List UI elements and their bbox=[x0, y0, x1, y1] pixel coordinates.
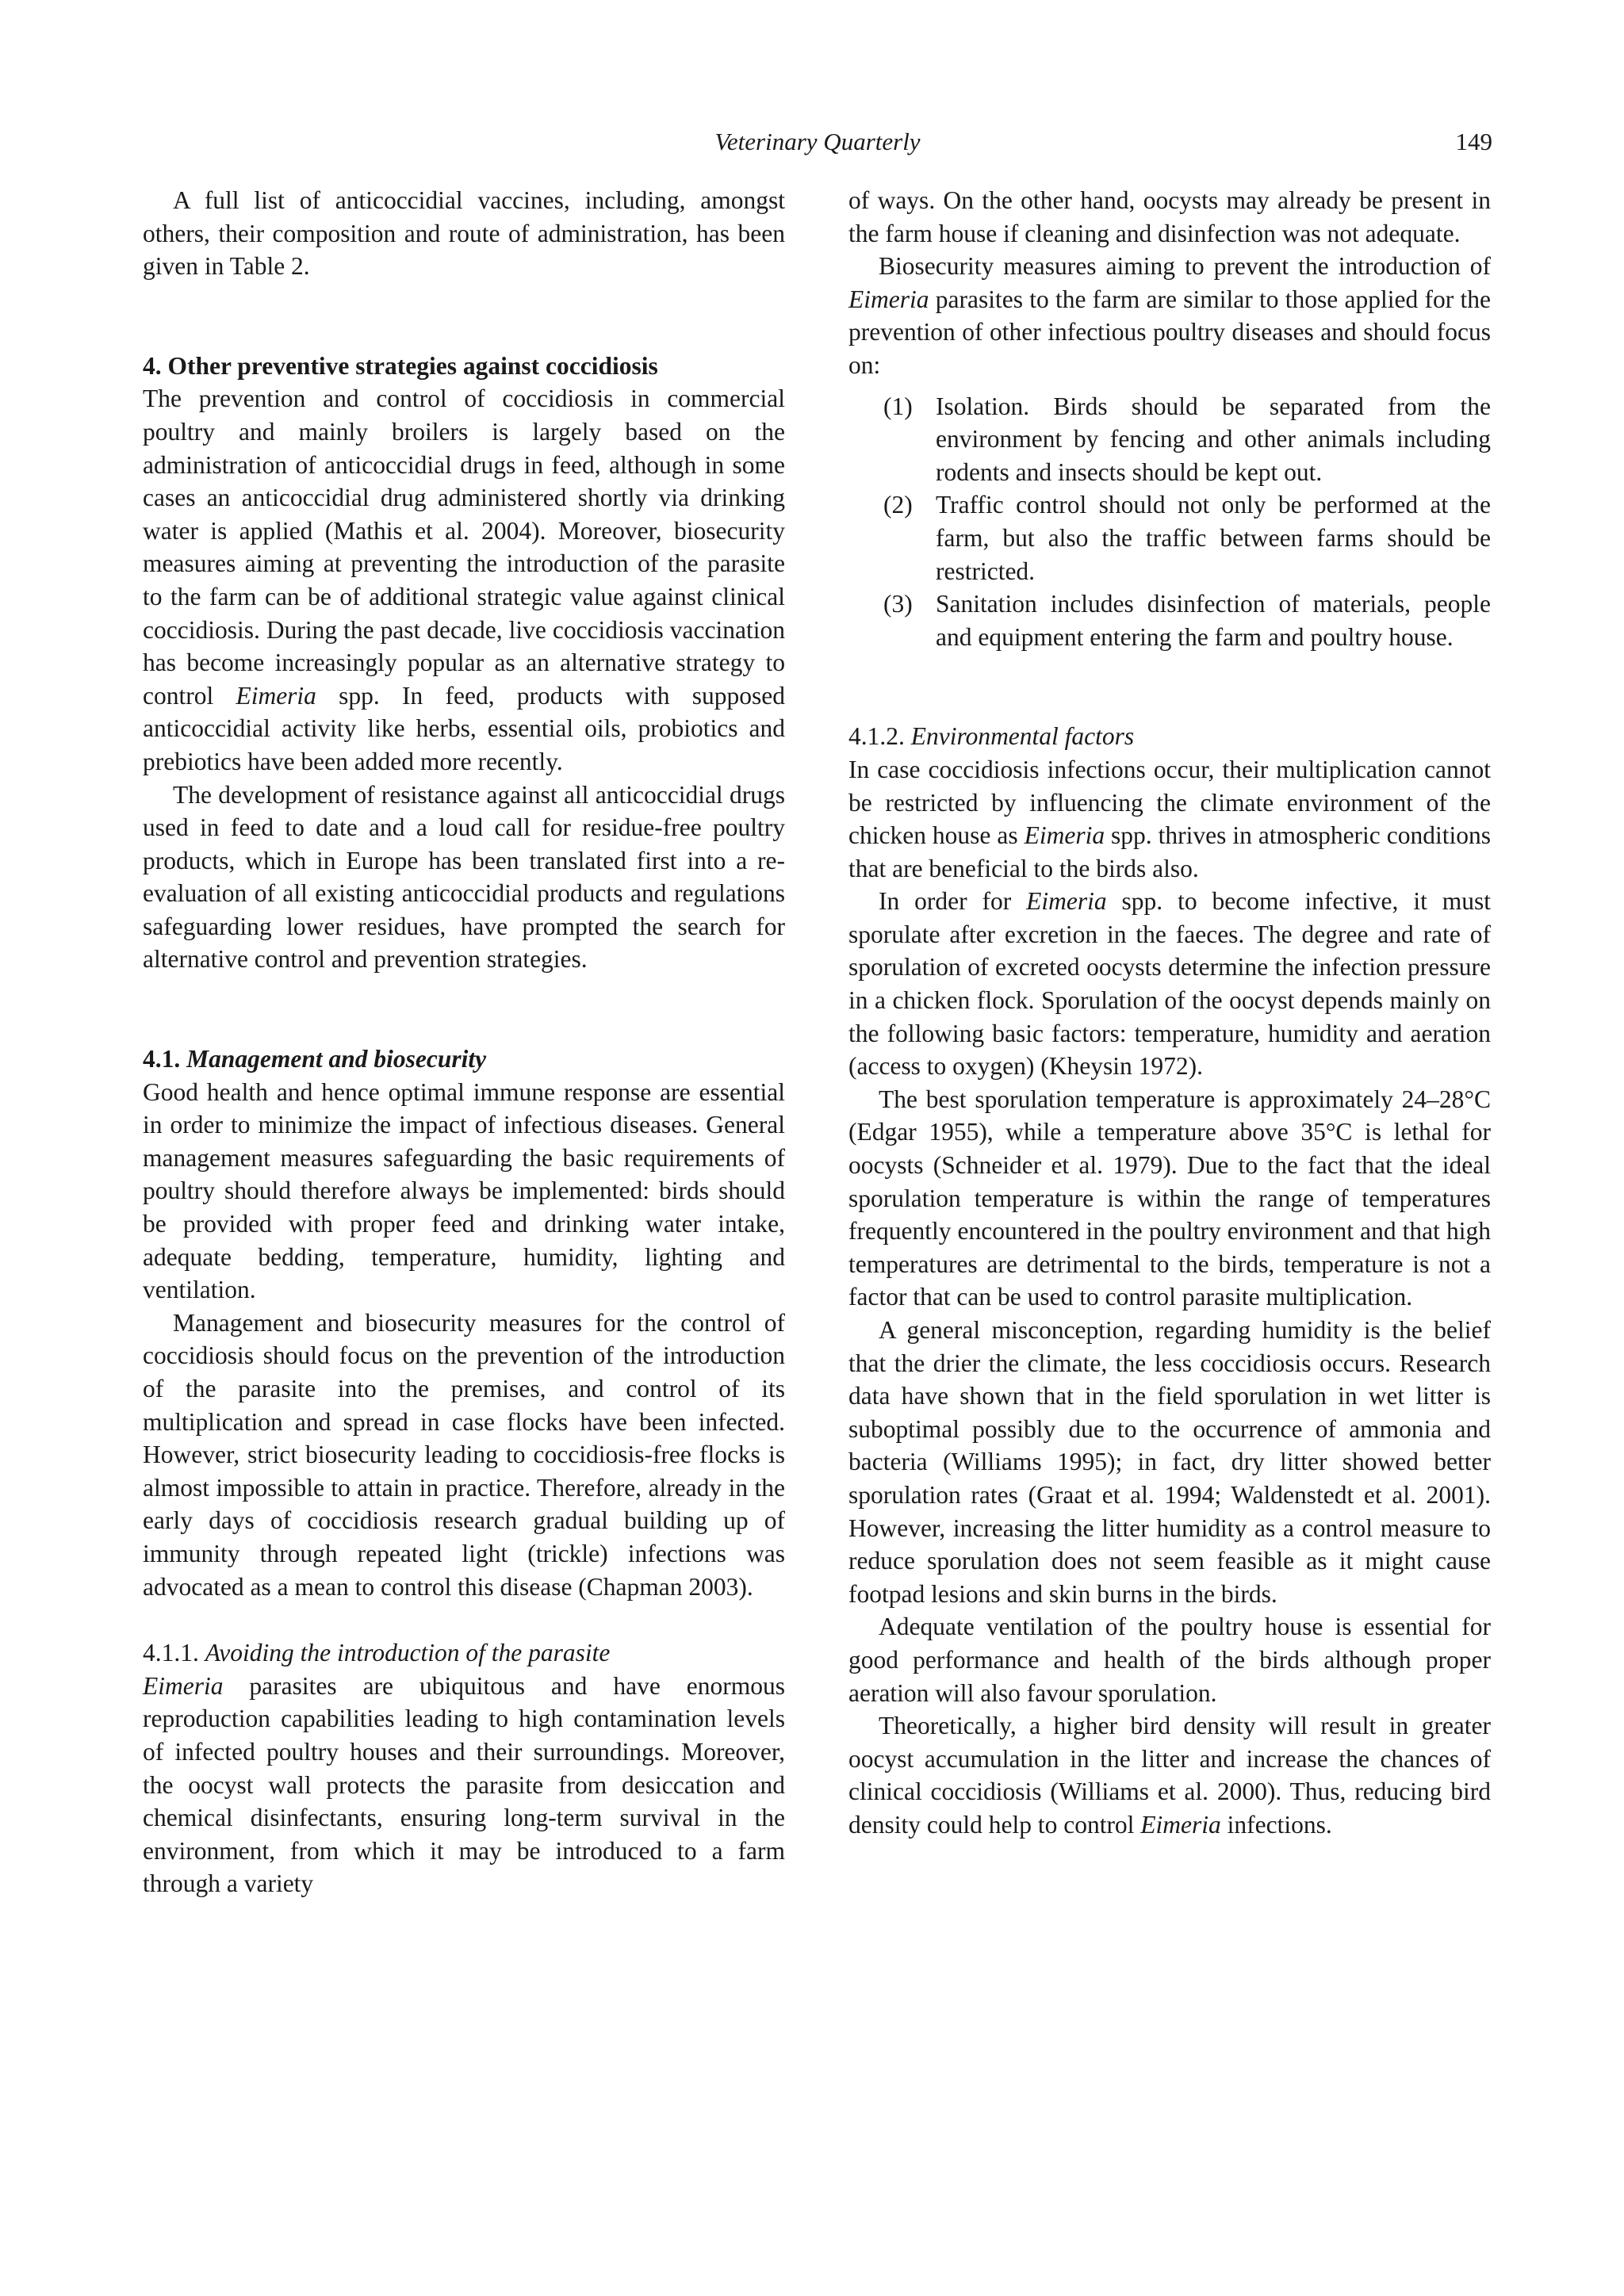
environment-paragraph-5: Adequate ventilation of the poultry house is essential for good performance and health of the birds although proper aeration will also favour sporulation. bbox=[848, 1613, 1491, 1707]
environment-paragraph-2: In order for Eimeria spp. to become infective, it must sporulate after excretion in the faeces. The degree and rate of sporulation of excreted oocysts determine the infection pressure in a chicken flock. Sporulation of the oocyst depends mainly on the following basic factors: temperature, humidity and aeration (access to oxygen) (Kheysin 1972). bbox=[848, 887, 1491, 1081]
section-4-1-heading: 4.1. Management and biosecurity bbox=[143, 1045, 487, 1073]
section-4-1-1-paragraph-1: Eimeria parasites are ubiquitous and have enormous reproduction capabilities leading to high contamination levels of infected poultry houses and their surroundings. Moreover, the oocyst wall protects the parasite from desiccation and chemical disinfectants, ensuring long-term survival in the environment, from which it may be introduced to a farm through a variety bbox=[143, 1671, 785, 1898]
running-head-journal-name: Veterinary Quarterly bbox=[714, 128, 921, 155]
environment-paragraph-4: A general misconception, regarding humidity is the belief that the drier the climate, the less coccidiosis occurs. Research data have shown that in the field sporulation in wet litter is suboptimal possibly due to the occurrence of ammonia and bacteria (Williams 1995); in fact, dry litter showed better sporulation rates (Graat et al. 1994; Waldenstedt et al. 2001). However, increasing the litter humidity as a control measure to reduce sporulation does not seem feasible as it might cause footpad lesions and skin burns in the birds. bbox=[848, 1316, 1491, 1608]
environment-paragraph-6: Theoretically, a higher bird density will result in greater oocyst accumulation in the litter and increase the chances of clinical coccidiosis (Williams et al. 2000). Thus, reducing bird density could help to control Eimeria infections. bbox=[848, 1712, 1491, 1839]
right-column bbox=[848, 184, 1491, 1842]
list-item: (3) Sanitation includes disinfection of materials, people and equipment entering the farm and poultry house. bbox=[883, 590, 1491, 651]
section-4-1-paragraph-1: Good health and hence optimal immune response are essential in order to minimize the impact of infectious diseases. General management measures safeguarding the basic requirements of poultry should therefore always be implemented: birds should be provided with proper feed and drinking water intake, adequate bedding, temperature, humidity, lighting and ventilation. bbox=[143, 1077, 785, 1304]
section-4-1-paragraph-2: Management and biosecurity measures for the control of coccidiosis should focus on the prevention of the introduction of the parasite into the premises, and control of its multiplication and spread in case flocks have been infected. However, strict biosecurity leading to coccidiosis-free flocks is almost impossible to attain in practice. Therefore, already in the early days of coccidiosis research gradual building up of immunity through repeated light (trickle) infections was advocated as a mean to control this disease (Chapman 2003). bbox=[143, 1308, 785, 1601]
environment-paragraph-3: The best sporulation temperature is approximately 24–28°C (Edgar 1955), while a temperature above 35°C is lethal for oocysts (Schneider et al. 1979). Due to the fact that the ideal sporulation temperature is within the range of temperatures frequently encountered in the poultry environment and that high temperatures are detrimental to the birds, temperature is not a factor that can be used to control parasite multiplication. bbox=[848, 1085, 1491, 1311]
biosecurity-paragraph: Biosecurity measures aiming to prevent the introduction of Eimeria parasites to the farm are similar to those applied for the prevention of other infectious poultry diseases and should focus on: bbox=[848, 252, 1491, 379]
biosecurity-measures-list bbox=[848, 390, 1491, 654]
section-4-paragraph-2: The development of resistance against all anticoccidial drugs used in feed to date and a loud call for residue-free poultry products, which in Europe has been translated first into a re-evaluation of all existing anticoccidial products and regulations safeguarding lower residues, have prompted the search for alternative control and prevention strategies. bbox=[143, 780, 785, 974]
section-4-1-2-heading: 4.1.2. Environmental factors bbox=[848, 722, 1135, 751]
page-number: 149 bbox=[1455, 128, 1492, 155]
section-4-1-1-heading: 4.1.1. Avoiding the introduction of the parasite bbox=[143, 1639, 611, 1667]
section-4-paragraph-1: The prevention and control of coccidiosis in commercial poultry and mainly broilers is largely based on the administration of anticoccidial drugs in feed, although in some cases an anticoccidial drug administered shortly via drinking water is applied (Mathis et al. 2004). Moreover, biosecurity measures aiming at preventing the introduction of the parasite to the farm can be of additional strategic value against clinical coccidiosis. During the past decade, live coccidiosis vaccination has become increasingly popular as an alternative strategy to control Eimeria spp. In feed, products with supposed anticoccidial activity like herbs, essential oils, probiotics and prebiotics have been added more recently. bbox=[143, 385, 785, 775]
continued-paragraph: of ways. On the other hand, oocysts may already be present in the farm house if cleaning and disinfection was not adequate. bbox=[848, 186, 1491, 247]
page-header bbox=[143, 122, 1492, 162]
list-item: (1) Isolation. Birds should be separated from the environment by fencing and other animals including rodents and insects should be kept out. bbox=[883, 392, 1491, 486]
list-item: (2) Traffic control should not only be performed at the farm, but also the traffic between farms should be restricted. bbox=[883, 491, 1491, 585]
intro-paragraph: A full list of anticoccidial vaccines, including, amongst others, their composition and route of administration, has been given in Table 2. bbox=[143, 186, 785, 281]
environment-paragraph-1: In case coccidiosis infections occur, their multiplication cannot be restricted by influencing the climate environment of the chicken house as Eimeria spp. thrives in atmospheric conditions that are beneficial to the birds also. bbox=[848, 755, 1491, 882]
section-4-heading: 4. Other preventive strategies against coccidiosis bbox=[143, 351, 658, 380]
left-column bbox=[143, 184, 785, 1900]
